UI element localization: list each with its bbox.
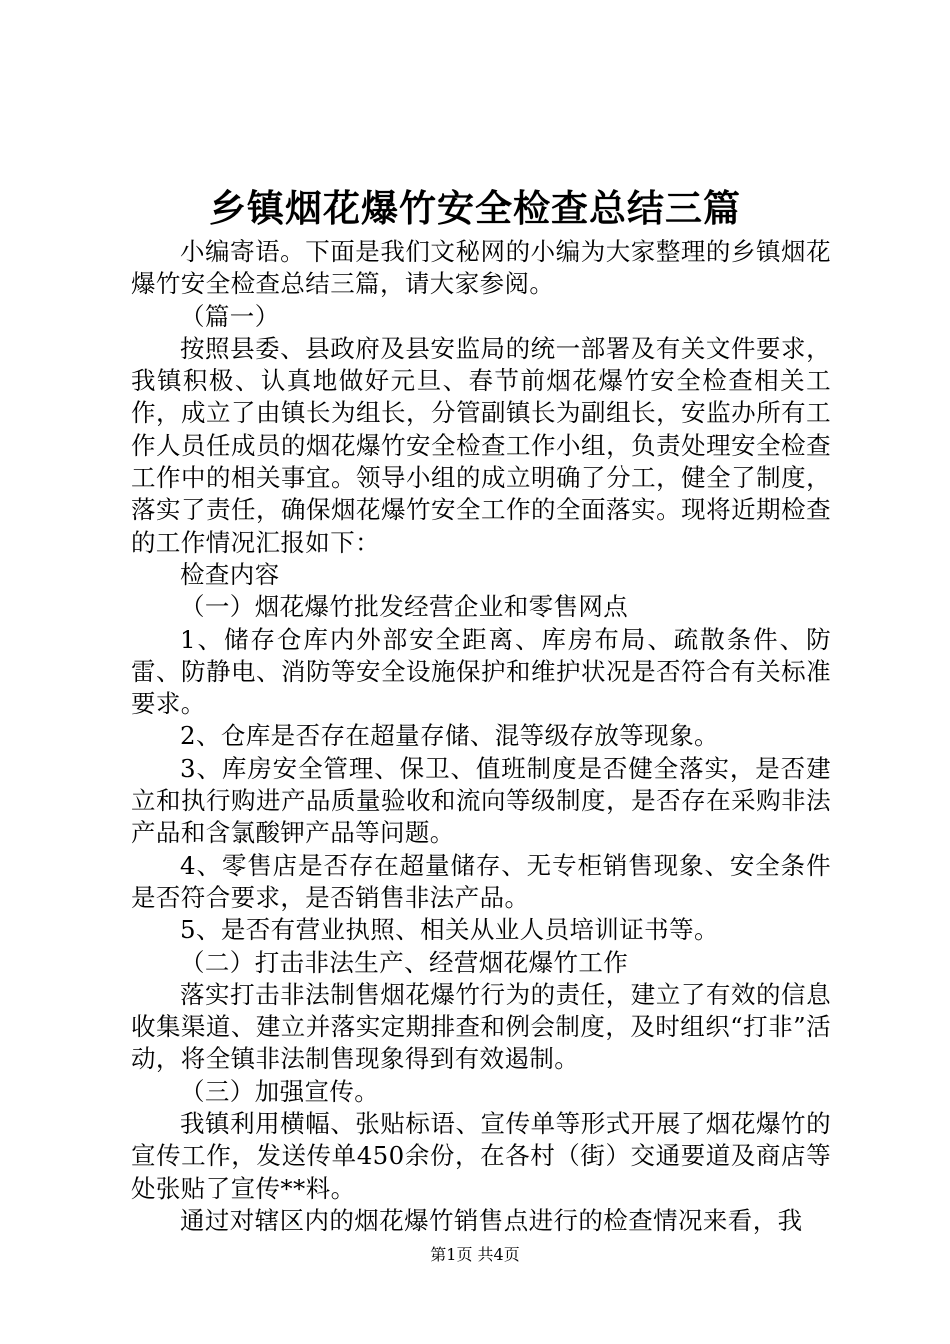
paragraph-subheading-3: （三）加强宣传。 bbox=[180, 1076, 380, 1106]
document-title: 乡镇烟花爆竹安全检查总结三篇 bbox=[209, 186, 741, 230]
paragraph-item-1: 1、储存仓库内外部安全距离、库房布局、疏散条件、防雷、防静电、消防等安全设施保护和维护状况是否符合有关标准要求。 bbox=[131, 624, 831, 719]
paragraph-item-2: 2、仓库是否存在超量存储、混等级存放等现象。 bbox=[180, 721, 719, 751]
paragraph-item-4: 4、零售店是否存在超量储存、无专柜销售现象、安全条件是否符合要求，是否销售非法产品。 bbox=[131, 850, 831, 912]
paragraph-heading-inspection: 检查内容 bbox=[180, 559, 280, 589]
paragraph-publicity: 我镇利用横幅、张贴标语、宣传单等形式开展了烟花爆竹的宣传工作，发送传单450余份，在各村（街）交通要道及商店等处张贴了宣传**料。 bbox=[131, 1109, 831, 1203]
paragraph-item-3: 3、库房安全管理、保卫、值班制度是否健全落实，是否建立和执行购进产品质量验收和流向等级制度，是否存在采购非法产品和含氯酸钾产品等问题。 bbox=[131, 753, 831, 848]
paragraph-intro: 小编寄语。下面是我们文秘网的小编为大家整理的乡镇烟花爆竹安全检查总结三篇，请大家参阅。 bbox=[131, 237, 831, 299]
paragraph-subheading-2: （二）打击非法生产、经营烟花爆竹工作 bbox=[180, 947, 629, 977]
paragraph-subheading-1: （一）烟花爆竹批发经营企业和零售网点 bbox=[180, 592, 629, 622]
paragraph-conclusion-start: 通过对辖区内的烟花爆竹销售点进行的检查情况来看，我 bbox=[180, 1205, 803, 1235]
document-body bbox=[131, 236, 831, 1237]
paragraph-overview: 按照县委、县政府及县安监局的统一部署及有关文件要求，我镇积极、认真地做好元旦、春节前烟花爆竹安全检查相关工作，成立了由镇长为组长，分管副镇长为副组长，安监办所有工作人员任成员的烟花爆竹安全检查工作小组，负责处理安全检查工作中的相关事宜。领导小组的成立明确了分工，健全了制度，落实了责任，确保烟花爆竹安全工作的全面落实。现将近期检查的工作情况汇报如下： bbox=[131, 333, 831, 557]
paragraph-item-5: 5、是否有营业执照、相关从业人员培训证书等。 bbox=[180, 915, 719, 945]
paragraph-crackdown: 落实打击非法制售烟花爆竹行为的责任，建立了有效的信息收集渠道、建立并落实定期排查和例会制度，及时组织“打非”活动，将全镇非法制售现象得到有效遏制。 bbox=[131, 979, 831, 1074]
paragraph-section-label: （篇一） bbox=[180, 301, 280, 331]
page-footer: 第1页 共4页 bbox=[430, 1245, 520, 1264]
